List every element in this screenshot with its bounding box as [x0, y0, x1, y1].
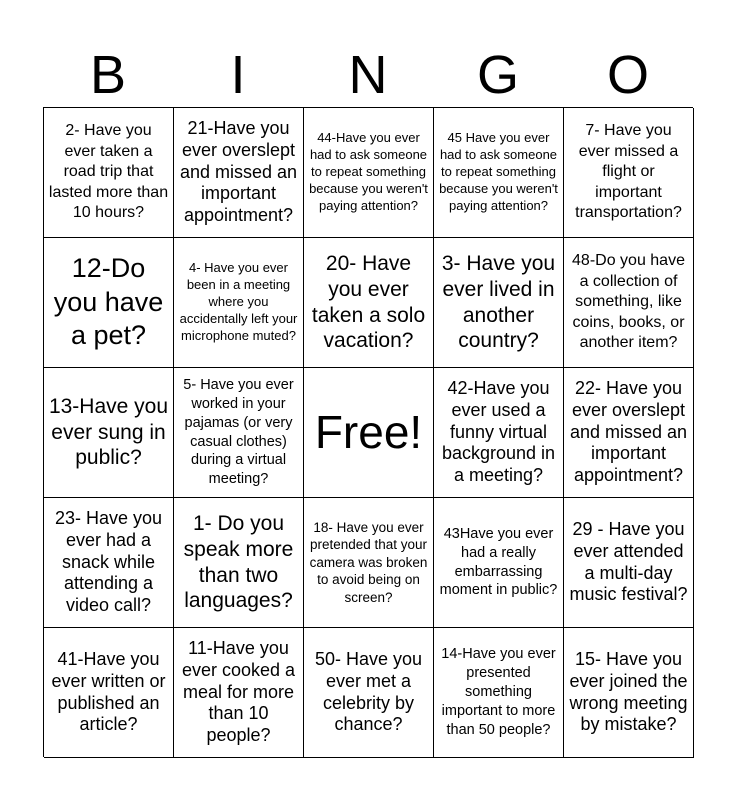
cell-text: 45 Have you ever had to ask someone to repeat something because you weren't paying attention?	[439, 130, 558, 213]
bingo-cell	[564, 108, 694, 238]
bingo-cell	[434, 108, 564, 238]
bingo-cell	[174, 498, 304, 628]
bingo-cell	[174, 238, 304, 368]
cell-text: 21-Have you ever overslept and missed an important appointment?	[179, 117, 298, 226]
cell-text: 2- Have you ever taken a road trip that lasted more than 10 hours?	[48, 122, 169, 222]
bingo-cell	[564, 368, 694, 498]
cell-text: 23- Have you ever had a snack while attending a video call?	[54, 507, 163, 616]
bingo-cell	[304, 108, 434, 238]
cell-text: 12-Do you have a pet?	[53, 252, 164, 351]
bingo-cell	[44, 368, 174, 498]
bingo-header	[43, 44, 693, 106]
bingo-cell	[564, 238, 694, 368]
bingo-cell	[304, 498, 434, 628]
cell-text: 50- Have you ever met a celebrity by chance?	[314, 648, 423, 735]
bingo-cell	[434, 628, 564, 758]
cell-text: 15- Have you ever joined the wrong meeting by mistake?	[569, 648, 688, 735]
cell-text: 20- Have you ever taken a solo vacation?	[311, 252, 426, 353]
bingo-cell	[434, 498, 564, 628]
cell-text: 22- Have you ever overslept and missed an important appointment?	[569, 377, 688, 486]
bingo-cell	[564, 628, 694, 758]
cell-text: 42-Have you ever used a funny virtual background in a meeting?	[441, 377, 556, 486]
cell-text: 3- Have you ever lived in another country?	[441, 252, 556, 353]
bingo-cell	[304, 628, 434, 758]
cell-text: 7- Have you ever missed a flight or important transportation?	[575, 122, 682, 222]
cell-text: 43Have you ever had a really embarrassing moment in public?	[439, 525, 558, 599]
cell-text: 11-Have you ever cooked a meal for more than 10 people?	[181, 637, 296, 746]
cell-text: 44-Have you ever had to ask someone to repeat something because you weren't paying attention?	[309, 130, 428, 213]
bingo-cell	[304, 238, 434, 368]
bingo-cell	[174, 368, 304, 498]
cell-text: 48-Do you have a collection of something, like coins, books, or another item?	[572, 252, 685, 352]
free-space	[304, 368, 434, 498]
cell-text: 18- Have you ever pretended that your camera was broken to avoid being on screen?	[309, 519, 428, 605]
cell-text: 13-Have you ever sung in public?	[48, 395, 169, 470]
cell-text: 5- Have you ever worked in your pajamas (or very casual clothes) during a virtual meeting?	[183, 376, 294, 488]
header-letter-g: G	[476, 45, 519, 105]
bingo-cell	[174, 628, 304, 758]
bingo-grid	[43, 107, 693, 757]
free-space-label: Free!	[314, 406, 423, 459]
bingo-cell	[564, 498, 694, 628]
bingo-cell	[434, 238, 564, 368]
cell-text: 29 - Have you ever attended a multi-day music festival?	[569, 518, 688, 605]
cell-text: 14-Have you ever presented something important to more than 50 people?	[441, 646, 556, 738]
header-letter-o: O	[606, 45, 649, 105]
bingo-cell	[44, 498, 174, 628]
bingo-cell	[174, 108, 304, 238]
bingo-cell	[44, 238, 174, 368]
cell-text: 4- Have you ever been in a meeting where you accidentally left your microphone muted?	[179, 260, 298, 343]
bingo-cell	[44, 108, 174, 238]
bingo-cell	[44, 628, 174, 758]
cell-text: 1- Do you speak more than two languages?	[183, 512, 294, 613]
header-letter-b: B	[89, 45, 127, 105]
header-letter-i: I	[230, 45, 246, 105]
header-letter-n: N	[348, 45, 388, 105]
cell-text: 41-Have you ever written or published an article?	[51, 648, 166, 735]
bingo-cell	[434, 368, 564, 498]
